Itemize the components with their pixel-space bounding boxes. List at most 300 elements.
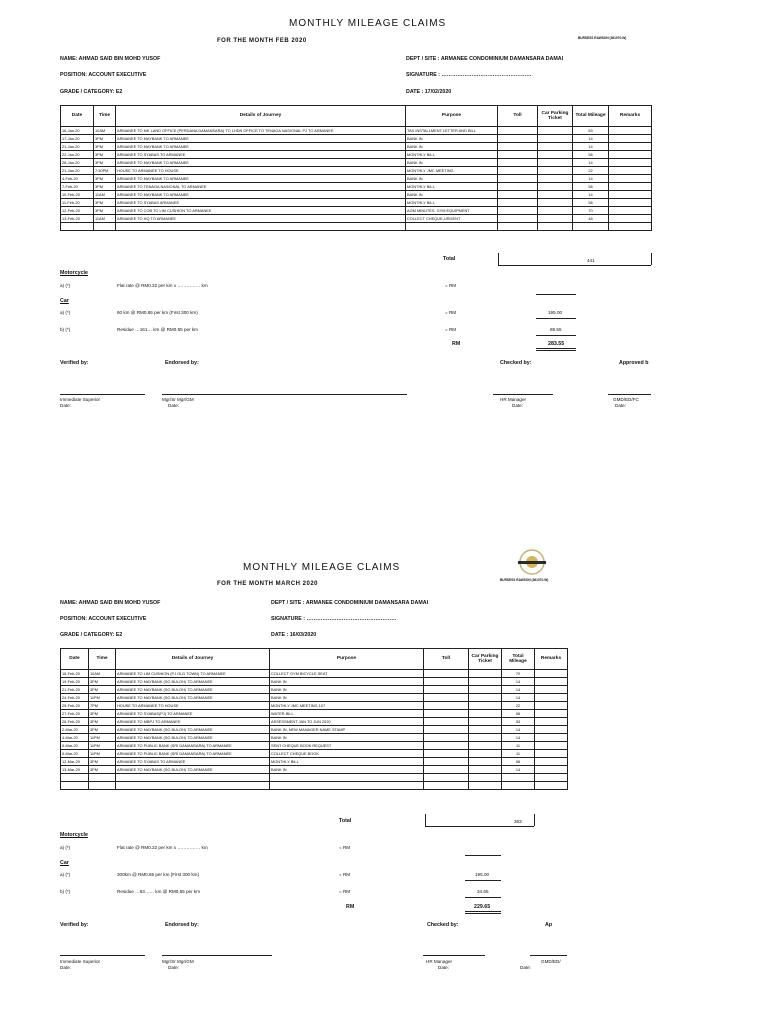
cell-time: 3PM (89, 686, 116, 694)
dept-site: DEPT / SITE : ARMANEE CONDOMINIUM DAMANSARA DAMAI (271, 600, 429, 606)
moto-a-desc: Flat rate @ RM0.32 per km x …………… km (117, 283, 208, 288)
cell-parking (469, 774, 502, 782)
cell-time: 11PM (89, 694, 116, 702)
cell-purpose: ASSESSMENT JAN TO JUN 2020 (270, 718, 424, 726)
cell-journey: ARMANEE TO MAYBANK (SG BULOH) TO ARMANEE (116, 678, 270, 686)
approved-by: Ap (545, 922, 553, 928)
car-a-label: a) (*) (60, 310, 71, 315)
position: POSITION: ACCOUNT EXECUTIVE (60, 616, 147, 622)
car-b-value: 88.55 (550, 327, 562, 332)
header-remarks: Remarks (535, 649, 568, 670)
cell-purpose: BANK IN (406, 159, 498, 167)
cell-time: 10AM (89, 670, 116, 678)
sig-manager-date: Date: (168, 965, 179, 970)
cell-toll (424, 702, 469, 710)
cell-toll (424, 742, 469, 750)
table-row (61, 750, 568, 758)
cell-time (89, 782, 116, 790)
cell-parking (469, 702, 502, 710)
table-row (61, 782, 568, 790)
header-time: Time (94, 106, 116, 127)
cell-time: 3PM (94, 159, 116, 167)
moto-a-label: a) (*) (60, 283, 71, 288)
table-row (61, 678, 568, 686)
cell-journey: ARMANEE TO PUBLIC BANK (SRI DAMANSARA) TO ARMANEE (116, 742, 270, 750)
sig-line-manager (162, 955, 272, 956)
cell-remarks (535, 718, 568, 726)
header-toll: Toll (424, 649, 469, 670)
cell-journey: ARMANEE TO MAYBANK (SG BULOH) TO ARMANEE (116, 766, 270, 774)
cell-journey: ARMANEE TO COB TO LIM CUSHION TO ARMANEE (116, 207, 406, 215)
header-date: Date (61, 649, 89, 670)
car-b-desc: Residue …63…… km @ RM0.55 per km (117, 889, 201, 894)
cell-journey (116, 782, 270, 790)
cell-date: 28-Jan-20 (61, 159, 94, 167)
endorsed-by: Endorsed by: (165, 922, 199, 928)
cell-mileage: 70 (573, 207, 609, 215)
cell-purpose: BANK IN (406, 175, 498, 183)
moto-a-label: a) (*) (60, 845, 71, 850)
cell-mileage: 14 (573, 175, 609, 183)
cell-toll (424, 774, 469, 782)
sig-gmd-date: Date: (520, 965, 531, 970)
rm-total: 283.55 (548, 341, 565, 347)
sig-line-superior (60, 955, 145, 956)
cell-journey: ARMANEE TO MAYBANK (SG BULOH) TO ARMANEE (116, 726, 270, 734)
cell-date: 10-Feb-20 (61, 191, 94, 199)
total-mileage: 441 (587, 258, 595, 263)
cell-date (61, 782, 89, 790)
cell-journey: HOUSE TO ARMANEE TO HOUSE (116, 702, 270, 710)
car-b-desc: Residue …161… km @ RM0.55 per km (117, 327, 198, 332)
cell-time: 7:30PM (94, 167, 116, 175)
header-journey: Details of Journey (116, 106, 406, 127)
form-month: FOR THE MONTH FEB 2020 (217, 38, 307, 44)
total-box-bottom (425, 826, 534, 827)
car-a-eq: = RM (445, 310, 457, 315)
cell-mileage: 14 (573, 191, 609, 199)
cell-time: 3PM (89, 726, 116, 734)
car-b-underline (465, 897, 501, 898)
cell-parking (469, 766, 502, 774)
form-title: MONTHLY MILEAGE CLAIMS (289, 18, 447, 29)
cell-journey: ARMANEE TO PUBLIC BANK (SRI DAMANSARA) TO ARMANEE (116, 750, 270, 758)
cell-mileage: 63 (573, 127, 609, 135)
sig-gmd-date: Date: (615, 403, 626, 408)
cell-mileage: 58 (502, 758, 535, 766)
cell-date: 13-Mar-20 (61, 766, 89, 774)
cell-mileage (502, 782, 535, 790)
company-logo (512, 548, 552, 578)
sig-line-gmd (530, 955, 567, 956)
sig-hr-date: Date: (438, 965, 449, 970)
cell-date: 12-Mar-20 (61, 758, 89, 766)
cell-parking (469, 710, 502, 718)
total-mileage: 363 (514, 819, 522, 824)
rm-total-underline-1 (465, 911, 501, 912)
cell-purpose: SENT CHEQUE BOOK REQUEST (270, 742, 424, 750)
cell-remarks (535, 766, 568, 774)
cell-time: 11PM (89, 750, 116, 758)
rm-total: 229.65 (474, 904, 491, 910)
cell-mileage: 14 (502, 678, 535, 686)
header-mileage: Total Mileage (573, 106, 609, 127)
table-row (61, 718, 568, 726)
cell-purpose: BANK IN (270, 734, 424, 742)
cell-mileage: 14 (573, 135, 609, 143)
cell-mileage: 48 (573, 215, 609, 223)
cell-date: 4-Feb-20 (61, 175, 94, 183)
cell-purpose: MONTHLY JMC MEETING 107 (270, 702, 424, 710)
cell-remarks (535, 678, 568, 686)
cell-date (61, 774, 89, 782)
sig-gmd: GMD/ED/ (541, 959, 561, 964)
cell-toll (424, 726, 469, 734)
cell-mileage: 14 (502, 766, 535, 774)
cell-parking (469, 718, 502, 726)
dept-site: DEPT / SITE : ARMANEE CONDOMINIUM DAMANSARA DAMAI (406, 56, 564, 62)
cell-journey: ARMANEE TO TENAGA NASIONAL TO ARMANEE (116, 183, 406, 191)
sig-manager-date: Date: (168, 403, 179, 408)
sig-hr-date: Date: (512, 403, 523, 408)
cell-journey: ARMANEE TO MAYBANK (SG BULOH) TO ARMANEE (116, 694, 270, 702)
moto-a-desc: Flat rate @ RM0.32 per km x …………… km (117, 845, 208, 850)
cell-purpose: COLLECT GYM BICYCLE SEAT (270, 670, 424, 678)
total-label: Total (443, 256, 456, 262)
cell-purpose: WATER BILL (270, 710, 424, 718)
cell-remarks (535, 686, 568, 694)
cell-mileage: 14 (573, 143, 609, 151)
header-parking: Car Parking Ticket (538, 106, 573, 127)
claim-date: DATE : 17/02/2020 (406, 89, 452, 95)
car-a-value: 195.00 (475, 872, 490, 877)
cell-purpose: BANK IN (406, 191, 498, 199)
employee-name: NAME: AHMAD SAID BIN MOHD YUSOF (60, 56, 161, 62)
cell-journey: ARMANEE TO MAYBANK (SG BULOH) TO ARMANEE (116, 734, 270, 742)
table-row (61, 702, 568, 710)
cell-purpose: BANK IN, NEW MANAGER NAME STAMP (270, 726, 424, 734)
table-row (61, 670, 568, 678)
rm-total-underline-2 (465, 913, 501, 914)
cell-mileage: 58 (573, 199, 609, 207)
cell-time: 3PM (94, 183, 116, 191)
cell-remarks (535, 758, 568, 766)
cell-date: 24-Feb-20 (61, 694, 89, 702)
claim-date: DATE : 16/03/2020 (271, 632, 317, 638)
cell-toll (424, 670, 469, 678)
cell-remarks (535, 734, 568, 742)
sig-superior: Immediate Superior (60, 397, 101, 402)
cell-date: 21-Jan-20 (61, 143, 94, 151)
journey-table (60, 648, 568, 790)
header-parking: Car Parking Ticket (469, 649, 502, 670)
cell-date: 12-Feb-20 (61, 207, 94, 215)
cell-parking (469, 694, 502, 702)
sig-hr: HR Manager (426, 959, 453, 964)
cell-mileage: 22 (573, 167, 609, 175)
cell-toll (424, 766, 469, 774)
cell-time: 3PM (89, 766, 116, 774)
cell-date: 22-Jan-20 (61, 151, 94, 159)
car-b-label: b) (*) (60, 889, 71, 894)
sig-superior-date: Date: (60, 403, 71, 408)
car-b-eq: = RM (445, 327, 457, 332)
table-row (61, 766, 568, 774)
cell-time: 3PM (89, 718, 116, 726)
cell-time (89, 774, 116, 782)
cell-purpose: AGM MINUTES, GYM EQUIPMENT (406, 207, 498, 215)
table-row (61, 694, 568, 702)
cell-time: 3PM (94, 207, 116, 215)
cell-purpose: BANK IN (406, 143, 498, 151)
cell-purpose: COLLECT CHEQUE-URGENT (406, 215, 498, 223)
cell-purpose: MONTHLY BILL (406, 151, 498, 159)
cell-remarks (535, 726, 568, 734)
cell-toll (424, 758, 469, 766)
table-row (61, 774, 568, 782)
position: POSITION: ACCOUNT EXECUTIVE (60, 72, 147, 78)
motorcycle-heading: Motorcycle (60, 832, 88, 838)
car-a-desc: 300km @ RM0.65 per km (First 300 km) (117, 872, 200, 877)
cell-purpose: MONTHLY JMC MEETING (406, 167, 498, 175)
cell-time: 7PM (89, 702, 116, 710)
company-name: BURSESS RAWSON (361070-W) (500, 578, 549, 582)
cell-date: 13-Feb-20 (61, 215, 94, 223)
cell-time: 3PM (94, 143, 116, 151)
cell-time: 3PM (89, 758, 116, 766)
approved-by: Approved b (619, 360, 649, 366)
cell-parking (469, 782, 502, 790)
cell-journey: ARMANEE TO MAYBANK TO ARMANEE (116, 135, 406, 143)
sig-line-hr (423, 955, 485, 956)
endorsed-by: Endorsed by: (165, 360, 199, 366)
cell-time: 11AM (94, 215, 116, 223)
header-purpose: Purpose (406, 106, 498, 127)
cell-purpose: BANK IN (270, 686, 424, 694)
cell-remarks (535, 782, 568, 790)
cell-date: 28-Feb-20 (61, 718, 89, 726)
total-label: Total (339, 818, 352, 824)
car-b-value: 34.65 (477, 889, 489, 894)
cell-date: 18-Feb-20 (61, 670, 89, 678)
cell-purpose (270, 774, 424, 782)
rm-label: RM (346, 904, 355, 910)
motorcycle-heading: Motorcycle (60, 270, 88, 276)
cell-mileage: 22 (502, 702, 535, 710)
cell-remarks (535, 694, 568, 702)
company-name: BURSESS RAWSON (361070-W) (578, 36, 627, 40)
table-row (61, 686, 568, 694)
cell-purpose: BANK IN (270, 766, 424, 774)
cell-mileage: 58 (573, 183, 609, 191)
cell-time: 3PM (94, 175, 116, 183)
moto-a-eq: = RM (339, 845, 351, 850)
cell-remarks (535, 774, 568, 782)
employee-name: NAME: AHMAD SAID BIN MOHD YUSOF (60, 600, 161, 606)
header-date: Date (61, 106, 94, 127)
sig-superior-date: Date: (60, 965, 71, 970)
car-a-eq: = RM (339, 872, 351, 877)
cell-mileage (502, 774, 535, 782)
cell-purpose: MONTHLY BILL (406, 199, 498, 207)
checked-by: Checked by: (500, 360, 532, 366)
rm-label: RM (452, 341, 461, 347)
cell-journey: ARMANEE TO MK LAND OFFICE (PERDANA DAMANSARA) TO LHDN OFFICE TO TENAGA NASIONAL PJ TO ARMANEE (116, 127, 406, 135)
moto-a-eq: = RM (445, 283, 457, 288)
cell-time: 11AM (94, 191, 116, 199)
cell-parking (469, 750, 502, 758)
cell-time: 3PM (94, 151, 116, 159)
sig-manager: Mgr/Sr Mgr/GM (162, 959, 194, 964)
signature: SIGNATURE : …………………………………………… (406, 72, 532, 78)
table-row (61, 758, 568, 766)
car-heading: Car (60, 298, 69, 304)
cell-toll (424, 678, 469, 686)
header-journey: Details of Journey (116, 649, 270, 670)
cell-remarks (535, 702, 568, 710)
cell-journey: ARMANEE TO SYABAS TO ARMANEE (116, 151, 406, 159)
cell-journey: ARMANEE TO MAYBANK TO ARMANEE (116, 159, 406, 167)
total-box-left (425, 814, 426, 826)
cell-date: 16-Jan-20 (61, 127, 94, 135)
car-b-eq: = RM (339, 889, 351, 894)
cell-date: 2-Mar-20 (61, 726, 89, 734)
sig-manager: Mgr/Sr Mgr/GM (162, 397, 194, 402)
moto-underline (465, 855, 501, 856)
cell-parking (469, 686, 502, 694)
cell-purpose: BANK IN (270, 678, 424, 686)
cell-mileage: 70 (502, 670, 535, 678)
cell-time: 3PM (94, 199, 116, 207)
cell-date: 27-Feb-20 (61, 710, 89, 718)
cell-time: 3PM (94, 135, 116, 143)
cell-toll (424, 710, 469, 718)
header-remarks: Remarks (609, 106, 652, 127)
table-row (61, 710, 568, 718)
cell-parking (469, 742, 502, 750)
cell-mileage: 58 (573, 151, 609, 159)
sig-hr: HR Manager (500, 397, 527, 402)
car-heading: Car (60, 860, 69, 866)
form-month: FOR THE MONTH MARCH 2020 (217, 581, 319, 587)
cell-journey: ARMANEE TO MBPJ TO ARMANEE (116, 718, 270, 726)
cell-time: 10AM (94, 127, 116, 135)
cell-time: 11PM (89, 734, 116, 742)
cell-purpose: COLLECT CHEQUE BOOK (270, 750, 424, 758)
cell-purpose: MONTHLY BILL (406, 183, 498, 191)
cell-mileage: 53 (502, 718, 535, 726)
cell-purpose: MONTHLY BILL (270, 758, 424, 766)
cell-parking (469, 670, 502, 678)
sig-superior: Immediate Superior (60, 959, 101, 964)
car-b-label: b) (*) (60, 327, 71, 332)
grade-category: GRADE / CATEGORY: E2 (60, 632, 123, 638)
cell-toll (424, 734, 469, 742)
cell-time: 3PM (89, 678, 116, 686)
car-a-label: a) (*) (60, 872, 71, 877)
cell-journey: ARMANEE TO SYABAS ARMANEE (116, 199, 406, 207)
cell-journey: ARMANEE TO MAYBANK TO ARMANEE (116, 143, 406, 151)
sig-gmd: GMD/ED/FC (613, 397, 639, 402)
car-a-underline (465, 880, 501, 881)
cell-journey: ARMANEE TO LIM CUSHION (PJ OLD TOWN) TO ARMANEE (116, 670, 270, 678)
cell-date: 5-Mar-20 (61, 750, 89, 758)
cell-date: 21-Jan-20 (61, 167, 94, 175)
cell-parking (469, 678, 502, 686)
checked-by: Checked by: (427, 922, 459, 928)
cell-date: 11-Feb-20 (61, 199, 94, 207)
cell-toll (424, 686, 469, 694)
table-row (61, 742, 568, 750)
cell-journey: ARMANEE TO MAYBANK (SG BULOH) TO ARMANEE (116, 686, 270, 694)
cell-date: 7-Feb-20 (61, 183, 94, 191)
car-a-desc: 60 km @ RM0.65 per km (First 300 km) (117, 310, 198, 315)
cell-remarks (535, 750, 568, 758)
cell-date: 21-Feb-20 (61, 686, 89, 694)
header-toll: Toll (498, 106, 538, 127)
cell-journey: ARMANEE TO HQ TO ARMANEE (116, 215, 406, 223)
cell-toll (424, 718, 469, 726)
form-title: MONTHLY MILEAGE CLAIMS (243, 562, 401, 573)
cell-toll (424, 694, 469, 702)
cell-remarks (535, 710, 568, 718)
car-a-value: 195.00 (548, 310, 563, 315)
cell-mileage: 11 (502, 742, 535, 750)
cell-date: 17-Jan-20 (61, 135, 94, 143)
table-row (61, 734, 568, 742)
cell-toll (424, 782, 469, 790)
table-row (61, 726, 568, 734)
cell-date: 4-Mar-20 (61, 734, 89, 742)
cell-time: 3PM (89, 710, 116, 718)
cell-parking (469, 726, 502, 734)
cell-purpose: BANK IN (270, 694, 424, 702)
cell-mileage: 14 (502, 726, 535, 734)
header-purpose: Purpose (270, 649, 424, 670)
cell-mileage: 14 (573, 159, 609, 167)
cell-purpose: BANK IN (406, 135, 498, 143)
total-box-right (534, 814, 535, 826)
cell-journey: ARMANEE TO MAYBANK TO ARMANEE (116, 191, 406, 199)
cell-mileage: 11 (502, 750, 535, 758)
cell-journey: ARMANEE TO MAYBANK TO ARMANEE (116, 175, 406, 183)
cell-journey: HOUSE TO ARMANEE TO HOUSE (116, 167, 406, 175)
signature: SIGNATURE : …………………………………………… (271, 616, 397, 622)
cell-purpose: TAX INSTALLMENT LETTER AND BILL (406, 127, 498, 135)
header-time: Time (89, 649, 116, 670)
cell-purpose (270, 782, 424, 790)
cell-remarks (535, 742, 568, 750)
cell-parking (469, 734, 502, 742)
grade-category: GRADE / CATEGORY: E2 (60, 89, 123, 95)
cell-time: 11PM (89, 742, 116, 750)
header-mileage: Total Mileage (502, 649, 535, 670)
cell-mileage: 58 (502, 710, 535, 718)
cell-date: 19-Feb-20 (61, 678, 89, 686)
cell-journey: ARMANEE TO SYABAS TO ARMANEE (116, 758, 270, 766)
verified-by: Verified by: (60, 360, 89, 366)
cell-mileage: 14 (502, 686, 535, 694)
cell-remarks (535, 670, 568, 678)
cell-toll (424, 750, 469, 758)
cell-parking (469, 758, 502, 766)
cell-journey: ARMANEE TO SYABAS(PJ) TO ARMANEE (116, 710, 270, 718)
cell-mileage: 14 (502, 694, 535, 702)
cell-journey (116, 774, 270, 782)
cell-date: 25-Feb-20 (61, 702, 89, 710)
cell-date: 5-Mar-20 (61, 742, 89, 750)
verified-by: Verified by: (60, 922, 89, 928)
